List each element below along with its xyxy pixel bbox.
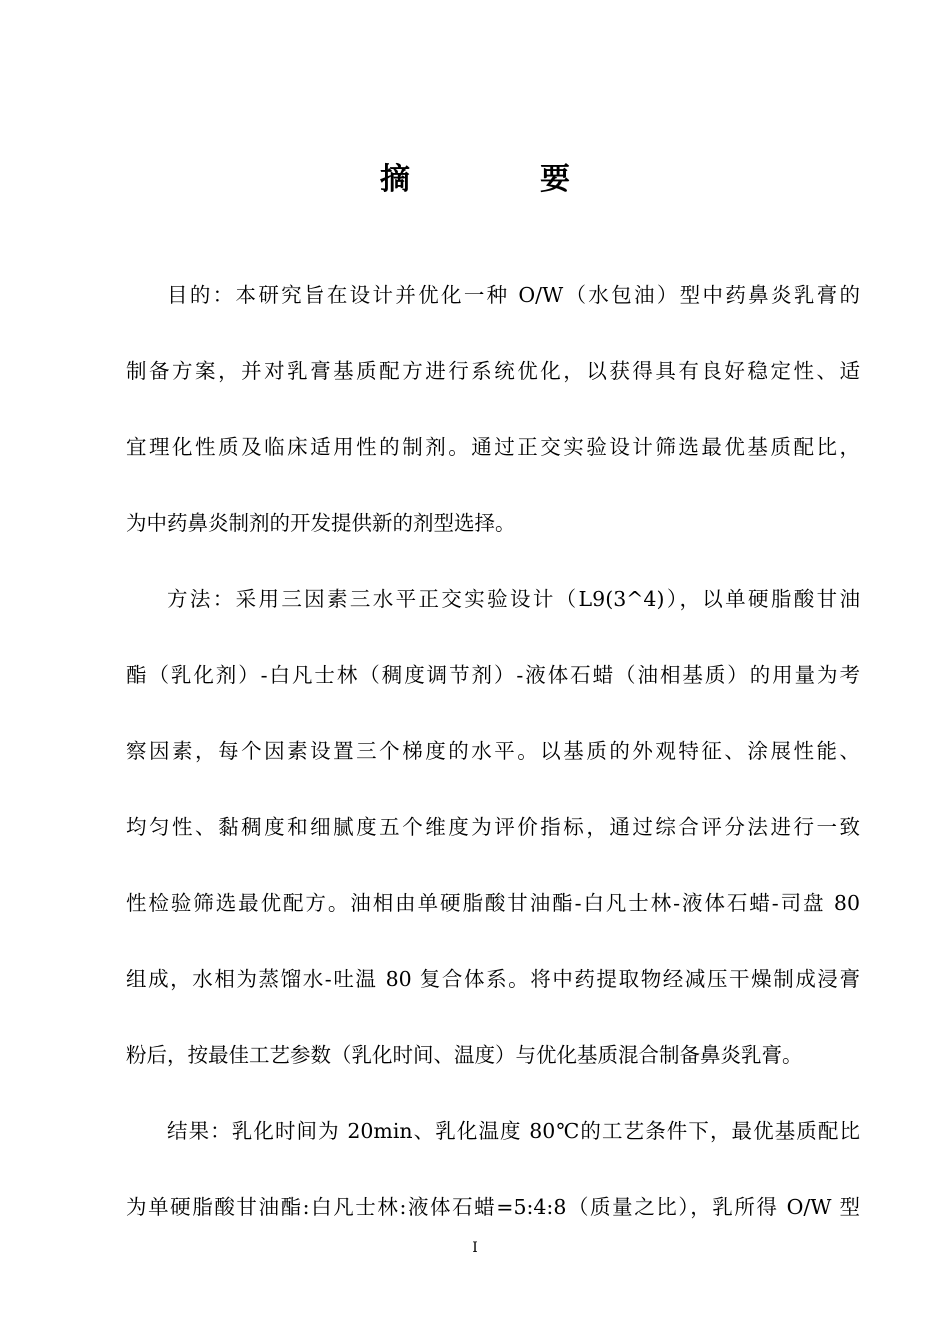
paragraph-method-line: 察因素，每个因素设置三个梯度的水平。以基质的外观特征、涂展性能、 (126, 739, 860, 763)
paragraph-method-line: 方法：采用三因素三水平正交实验设计（L9(3^4)），以单硬脂酸甘油 (167, 587, 860, 611)
paragraph-method-line: 组成，水相为蒸馏水-吐温 80 复合体系。将中药提取物经减压干燥制成浸膏 (126, 967, 860, 991)
paragraph-purpose-line: 目的：本研究旨在设计并优化一种 O/W（水包油）型中药鼻炎乳膏的 (167, 283, 860, 307)
paragraph-purpose-line: 为中药鼻炎制剂的开发提供新的剂型选择。 (126, 511, 516, 535)
abstract-body (126, 270, 860, 1258)
abstract-heading: 摘 要 (380, 162, 620, 197)
paragraph-method-line: 粉后，按最佳工艺参数（乳化时间、温度）与优化基质混合制备鼻炎乳膏。 (126, 1043, 803, 1067)
paragraph-method-line: 性检验筛选最优配方。油相由单硬脂酸甘油酯-白凡士林-液体石蜡-司盘 80 (126, 891, 860, 915)
paragraph-method-line: 酯（乳化剂）-白凡士林（稠度调节剂）-液体石蜡（油相基质）的用量为考 (126, 663, 860, 687)
page-number: I (472, 1240, 478, 1256)
paragraph-result-line: 结果：乳化时间为 20min、乳化温度 80℃的工艺条件下，最优基质配比 (167, 1119, 860, 1143)
paragraph-purpose-line: 制备方案，并对乳膏基质配方进行系统优化，以获得具有良好稳定性、适 (126, 359, 860, 383)
paragraph-method-line: 均匀性、黏稠度和细腻度五个维度为评价指标，通过综合评分法进行一致 (126, 815, 860, 839)
paragraph-result-line: 为单硬脂酸甘油酯:白凡士林:液体石蜡=5:4:8（质量之比），乳所得 O/W 型 (126, 1195, 860, 1219)
paragraph-purpose-line: 宜理化性质及临床适用性的制剂。通过正交实验设计筛选最优基质配比， (126, 435, 860, 459)
